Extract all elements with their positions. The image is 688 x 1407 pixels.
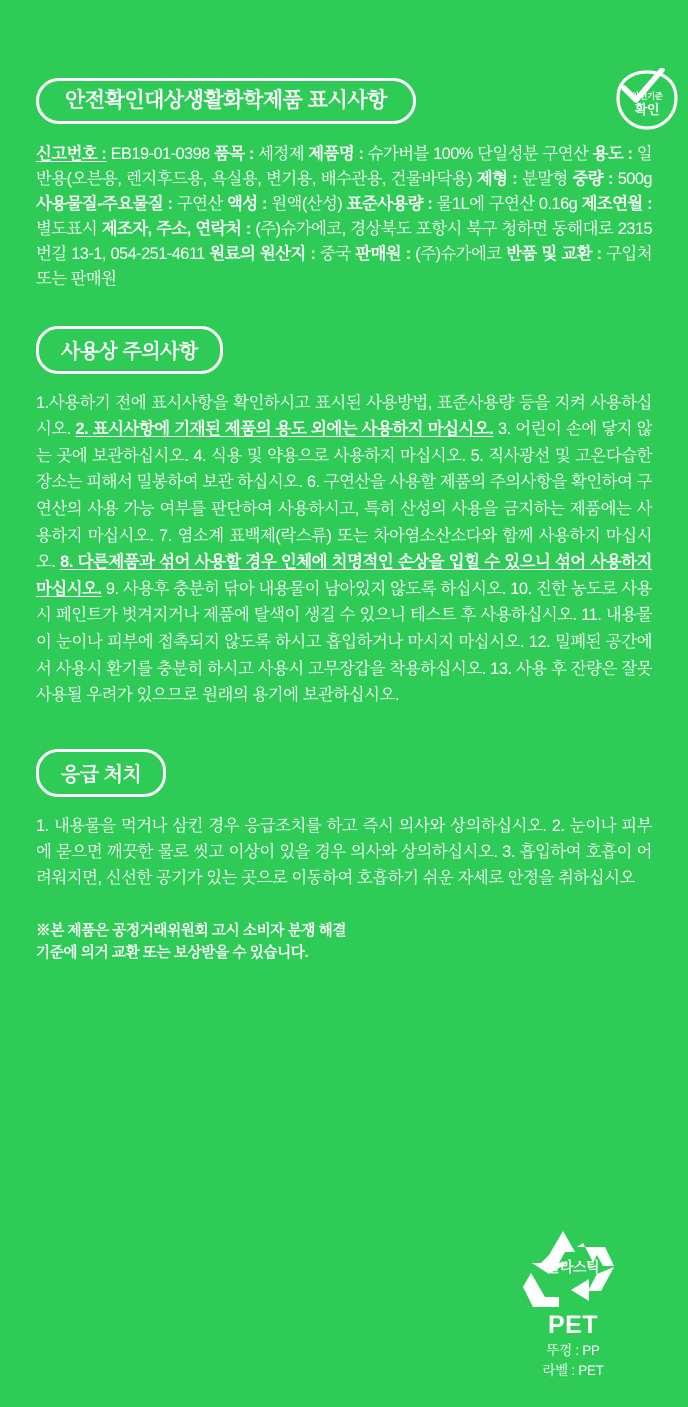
info-label-9: 제조연월 : — [581, 194, 652, 213]
info-value-3: 일반용(오븐용, 렌지후드용, 욕실용, 변기용, 배수관용, 건물바닥용) — [36, 145, 653, 189]
caution-item-0: 1.사용하기 전에 표시사항을 확인하시고 표시된 사용방법, 표준사용량 등을 지켜 사용하십시오. — [36, 393, 652, 439]
info-value-0: EB19-01-0398 — [106, 145, 215, 164]
recycle-mark — [508, 1229, 638, 1379]
info-label-6: 사용물질-주요물질 : — [36, 194, 173, 213]
first-aid-heading: 응급 처치 — [36, 749, 166, 797]
info-value-10: (주)슈가에코, 경상북도 포항시 북구 청하면 동해대로 2315번길 13-1, 054-251-4611 — [36, 219, 653, 263]
info-label-1: 품목 : — [214, 145, 254, 164]
info-label-8: 표준사용량 : — [346, 194, 433, 213]
info-value-9: 별도표시 — [36, 219, 102, 238]
first-aid-section — [36, 749, 652, 892]
info-value-8: 물1L에 구연산 0.16g — [432, 194, 582, 213]
safety-mark-text — [610, 92, 684, 118]
safety-mark-line2: 확인 — [634, 101, 660, 117]
info-label-0: 신고번호 : — [36, 145, 107, 164]
caution-section — [36, 326, 652, 709]
safety-confirmation-mark — [610, 68, 684, 134]
info-label-2: 제품명 : — [308, 145, 364, 164]
info-value-11: 중국 — [315, 244, 356, 263]
info-label-10: 제조자, 주소, 연락처 : — [101, 219, 251, 238]
page-title: 안전확인대상생활화학제품 표시사항 — [36, 78, 416, 124]
info-value-12: (주)슈가에코 — [410, 244, 507, 263]
info-value-4: 분말형 — [517, 170, 573, 189]
recycle-code: PET — [547, 1311, 599, 1340]
recycle-cap-material: 뚜껑 : PP — [546, 1343, 600, 1359]
info-value-1: 세정제 — [253, 145, 309, 164]
recycle-label-material: 라벨 : PET — [542, 1362, 604, 1378]
info-value-2: 슈가버블 100% 단일성분 구연산 — [363, 145, 593, 164]
first-aid-body: 1. 내용물을 먹거나 삼킨 경우 응급조치를 하고 즉시 의사와 상의하십시오. 2. 눈이나 피부에 묻으면 깨끗한 물로 씻고 이상이 있을 경우 의사와 상의하십시오. 3. 흡입하여 호흡이 어려워지면, 신선한 공기가 있는 곳으로 이동하여 호흡하기 쉬운 자세로 안정을 취하십시오 — [36, 816, 652, 888]
caution-heading: 사용상 주의사항 — [36, 326, 223, 374]
recycle-material-label: 플라스틱 — [546, 1259, 600, 1276]
info-label-4: 제형 : — [476, 170, 518, 189]
info-label-13: 반품 및 교환 : — [506, 244, 602, 263]
info-label-5: 중량 : — [572, 170, 613, 189]
consumer-dispute-notice — [36, 921, 652, 963]
product-info-block — [36, 142, 652, 292]
info-label-11: 원료의 원산지 : — [209, 244, 316, 263]
recycle-triangle-icon — [519, 1229, 627, 1313]
info-label-3: 용도 : — [592, 145, 633, 164]
info-label-7: 액성 : — [227, 194, 267, 213]
caution-item-2: 3. 어린이 손에 닿지 않는 곳에 보관하십시오. 4. 식용 및 약용으로 사용하지 마십시오. 5. 직사광선 및 고온다습한 장소는 피해서 밀봉하여 보관 하십시오. 6. 구연산을 사용할 제품의 주의사항을 확인하여 구연산의 사용 가능 여부를 판단하여 사용하시고, 특히 산성의 사용을 금지하는 제품에는 사용하지 마십시오. 7. 염소계 표백제(락스류) 또는 차아염소산소다와 함께 사용하지 마십시오. — [36, 420, 652, 572]
notice-line-1: ※본 제품은 공정거래위원회 고시 소비자 분쟁 해결 — [36, 923, 347, 940]
caution-body — [36, 390, 652, 709]
caution-item-1: 2. 표시사항에 기재된 제품의 용도 외에는 사용하지 마십시오. — [75, 420, 494, 439]
caution-item-4: 9. 사용후 충분히 닦아 내용물이 남아있지 않도록 하십시오. 10. 진한 농도로 사용시 페인트가 벗겨지거나 제품에 탈색이 생길 수 있으니 테스트 후 사용하십시오. 11. 내용물이 눈이나 피부에 접촉되지 않도록 하시고 흡입하거나 마시지 마십시오. 12. 밀폐된 공간에서 사용시 환기를 충분히 하시고 사용시 고무장갑을 착용하십시오. 13. 사용 후 잔량은 잘못 사용될 우려가 있으므로 원래의 용기에 보관하십시오. — [36, 579, 652, 705]
info-value-13: 구입처 또는 판매원 — [36, 244, 652, 288]
header — [36, 0, 652, 124]
notice-line-2: 기준에 의거 교환 또는 보상받을 수 있습니다. — [36, 944, 309, 961]
info-value-7: 원액(산성) — [266, 194, 347, 213]
caution-item-3: 8. 다른제품과 섞어 사용할 경우 인체에 치명적인 손상을 입힐 수 있으니 섞어 사용하지 마십시오. — [36, 553, 652, 598]
info-label-12: 판매원 : — [355, 244, 411, 263]
info-value-5: 500g — [612, 170, 652, 189]
info-value-6: 구연산 — [172, 194, 228, 213]
safety-mark-line1: 안전기준 — [631, 91, 663, 101]
